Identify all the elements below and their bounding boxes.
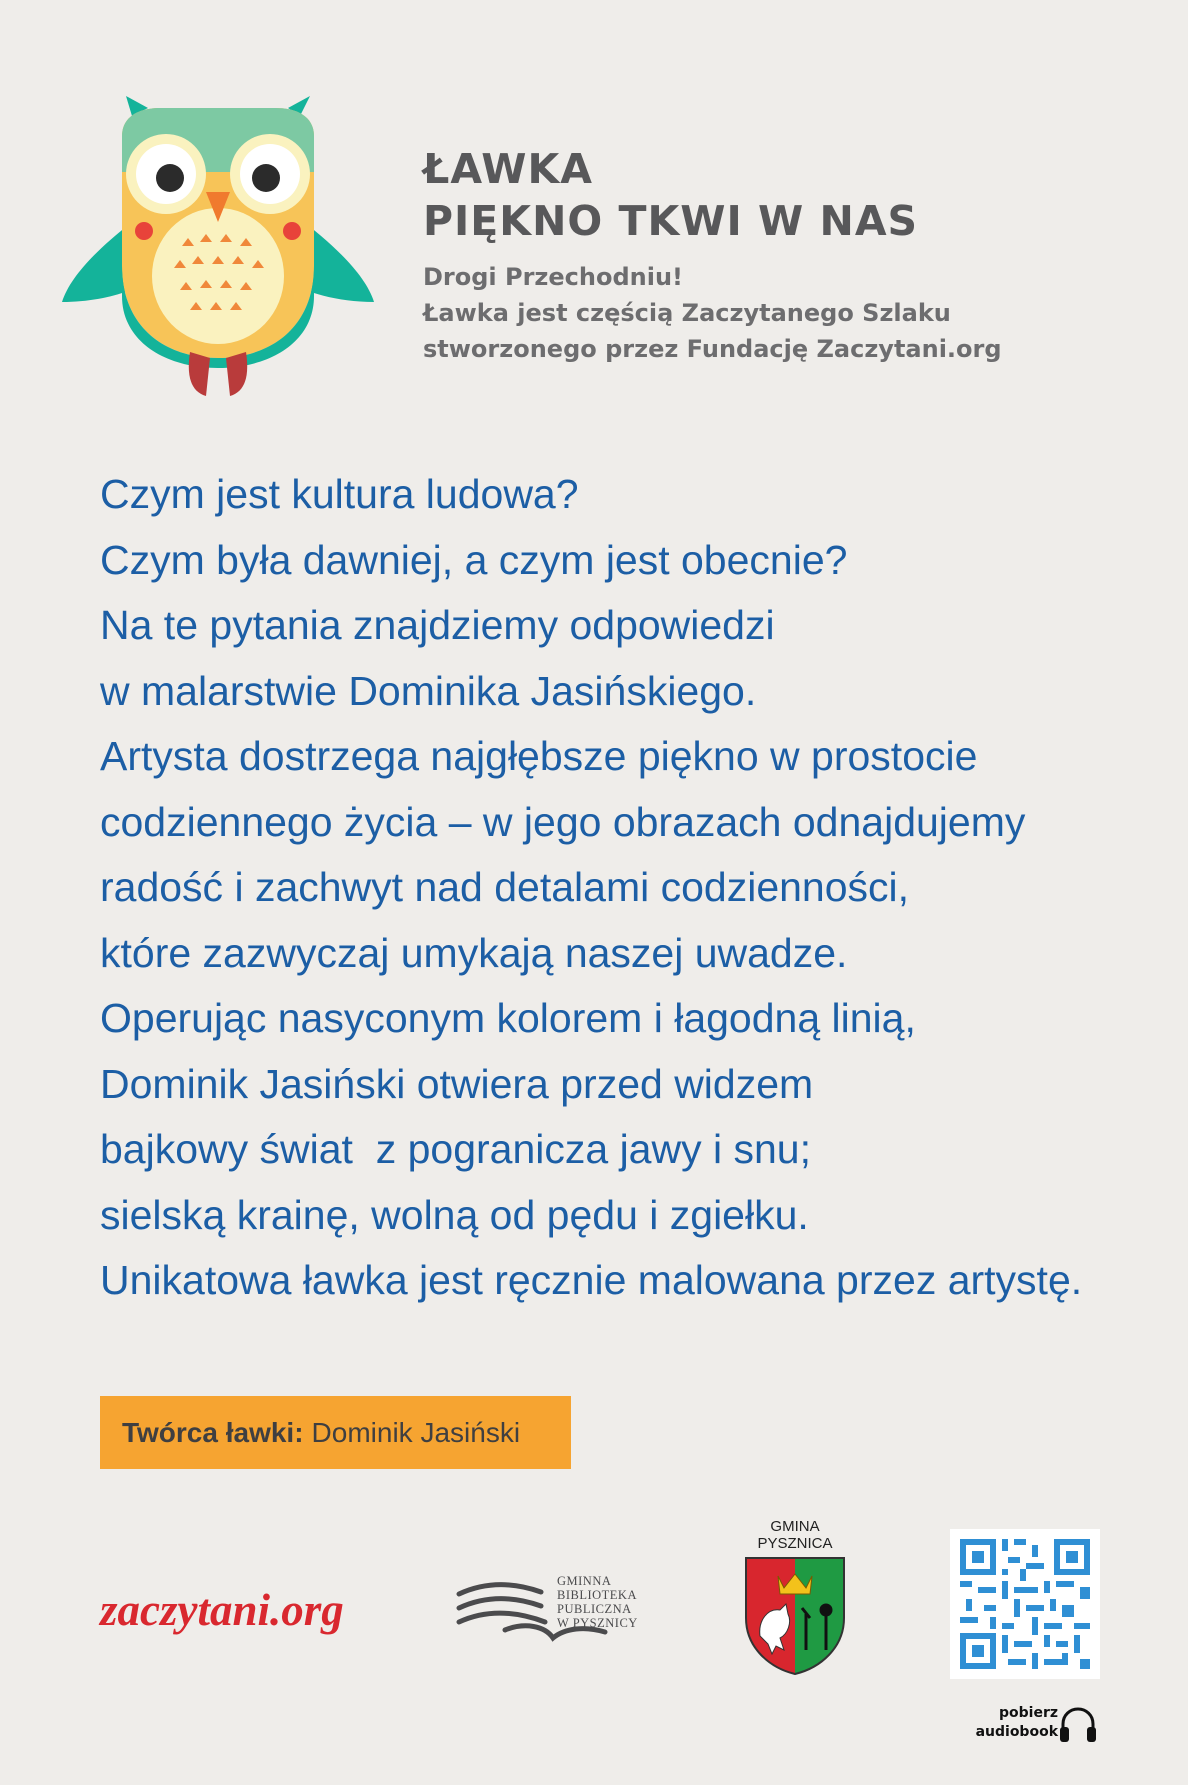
headphones-icon <box>1058 1706 1098 1744</box>
text-line: w malarstwie Dominika Jasińskiego. <box>100 667 757 714</box>
text-line: Unikatowa ławka jest ręcznie malowana przez artystę. <box>100 1257 1083 1303</box>
header-title-line1: ŁAWKA <box>423 145 593 193</box>
subtitle-line: Drogi Przechodniu! <box>423 263 684 291</box>
text-line: Na te pytania znajdziemy odpowiedzi <box>100 602 775 648</box>
zaczytani-logo: zaczytani.org <box>100 1585 344 1635</box>
gmina-line: GMINA <box>770 1518 820 1535</box>
header-subtitle <box>423 259 1002 367</box>
library-logo-text <box>557 1574 638 1630</box>
text-line: sielską krainę, wolną od pędu i zgiełku. <box>100 1191 809 1238</box>
qr-code-icon[interactable] <box>950 1529 1100 1679</box>
creator-label: Twórca ławki: <box>122 1416 304 1448</box>
text-line: Czym jest kultura ludowa? <box>100 471 579 517</box>
creator-banner <box>100 1396 571 1469</box>
subtitle-line: stworzonego przez Fundację Zaczytani.org <box>423 335 1002 363</box>
subtitle-line: Ławka jest częścią Zaczytanego Szlaku <box>423 299 951 327</box>
coat-of-arms-icon <box>744 1556 846 1676</box>
text-line: Czym była dawniej, a czym jest obecnie? <box>100 536 848 583</box>
creator-name: Dominik Jasiński <box>311 1416 521 1448</box>
text-line: które zazwyczaj umykają naszej uwadze. <box>100 929 848 976</box>
library-line: W PYSZNICY <box>557 1616 638 1630</box>
gmina-line: PYSZNICA <box>757 1535 833 1552</box>
text-line: radość i zachwyt nad detalami codzienności, <box>100 864 910 910</box>
gmina-label <box>740 1518 850 1552</box>
audio-line: pobierz <box>998 1705 1058 1721</box>
audiobook-download[interactable] <box>954 1704 1104 1744</box>
main-text <box>100 462 1100 1314</box>
library-line: BIBLIOTEKA <box>557 1588 637 1602</box>
audiobook-label <box>954 1704 1058 1742</box>
library-line: PUBLICZNA <box>557 1602 632 1616</box>
header <box>423 143 1002 367</box>
text-line: Dominik Jasiński otwiera przed widzem <box>100 1060 814 1107</box>
audio-line: audiobook <box>975 1724 1058 1740</box>
library-line: GMINNA <box>557 1574 612 1588</box>
owl-illustration <box>60 96 376 396</box>
text-line: bajkowy świat z pogranicza jawy i snu; <box>100 1126 811 1172</box>
header-title-line2: PIĘKNO TKWI W NAS <box>423 197 919 245</box>
text-line: codziennego życia – w jego obrazach odnajdujemy <box>100 798 1026 845</box>
text-line: Artysta dostrzega najgłębsze piękno w prostocie <box>100 733 978 779</box>
text-line: Operując nasyconym kolorem i łagodną linią, <box>100 995 916 1041</box>
